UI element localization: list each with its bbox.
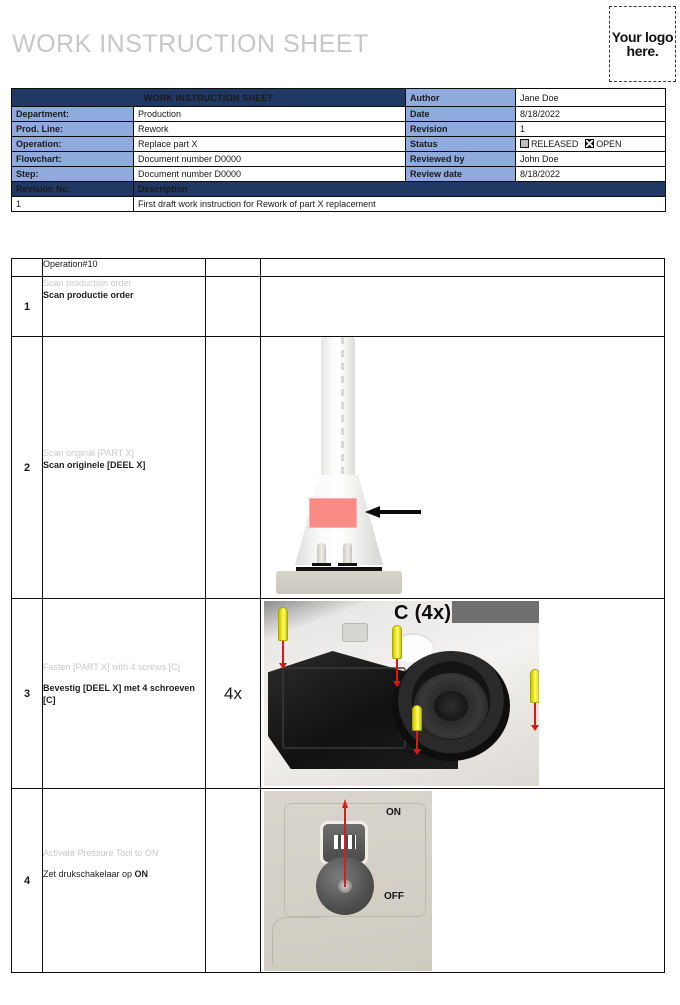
appliance-base-plate: [276, 571, 402, 594]
value-status: [516, 137, 666, 152]
value-prod-line: Rework: [134, 122, 406, 137]
appliance-prong-foot-right: [338, 563, 357, 566]
operation-header-no-cell: [12, 259, 43, 277]
operation-header-image-cell: [261, 259, 665, 277]
label-date: Date: [406, 107, 516, 122]
step-quantity-2: [206, 337, 261, 599]
table-row: [12, 277, 665, 337]
pointer-arrow-icon: [365, 506, 421, 517]
released-label: RELEASED: [531, 139, 579, 149]
operation-header-row: [12, 259, 665, 277]
operation-header-title: Operation#10: [43, 259, 206, 277]
bracket-photo: [264, 601, 539, 786]
step-quantity-4: [206, 789, 261, 973]
up-arrow-icon: [342, 799, 348, 887]
label-revision-no: Revision No:: [12, 182, 134, 197]
step-image-3: [261, 599, 665, 789]
screw-icon-3: [412, 705, 422, 755]
appliance-prong-foot-left: [312, 563, 331, 566]
appliance-neck: [321, 337, 355, 485]
value-step: Document number D0000: [134, 167, 406, 182]
step-image-4: [261, 789, 665, 973]
step-description-en-3: Fasten [PART X] with 4 screws [C]: [43, 662, 181, 672]
logo-placeholder-text: Your logo here.: [611, 28, 674, 59]
header-row-operation: [12, 137, 666, 152]
header-row-revision-heading: [12, 182, 666, 197]
step-description-1: [43, 277, 206, 337]
screw-icon-4: [530, 669, 539, 731]
step-number-4: 4: [12, 789, 43, 973]
step-description-2: [43, 337, 206, 599]
label-flowchart: Flowchart:: [12, 152, 134, 167]
value-revision-no: 1: [12, 197, 134, 212]
screw-icon-1: [278, 607, 288, 669]
value-reviewed-by: John Doe: [516, 152, 666, 167]
value-revision-description: First draft work instruction for Rework of part X replacement: [134, 197, 666, 212]
part-label-highlight: [309, 498, 357, 528]
step-image-1: [261, 277, 665, 337]
step-description-nl-4: [43, 868, 205, 880]
step-number-2: 2: [12, 337, 43, 599]
label-operation: Operation:: [12, 137, 134, 152]
label-prod-line: Prod. Line:: [12, 122, 134, 137]
value-revision: 1: [516, 122, 666, 137]
step-description-nl-1: Scan productie order: [43, 290, 134, 301]
step-description-nl-4-bold: ON: [134, 869, 149, 880]
value-date: 8/18/2022: [516, 107, 666, 122]
switch-panel-corner: [272, 917, 321, 966]
released-checkbox[interactable]: [520, 139, 529, 148]
label-author: Author: [406, 89, 516, 107]
header-row-step: [12, 167, 666, 182]
header-row-author: [12, 89, 666, 107]
appliance-prong-right: [343, 543, 352, 563]
step-image-2: [261, 337, 665, 599]
table-row: [12, 789, 665, 973]
header-banner: WORK INSTRUCTION SHEET: [12, 89, 406, 107]
value-operation: Replace part X: [134, 137, 406, 152]
page-title: WORK INSTRUCTION SHEET: [12, 30, 369, 58]
document-header-table: [11, 88, 666, 212]
screw-icon-2: [392, 625, 402, 687]
label-department: Department:: [12, 107, 134, 122]
label-step: Step:: [12, 167, 134, 182]
step-description-nl-4-pre: Zet drukschakelaar op: [43, 869, 135, 880]
header-row-department: [12, 107, 666, 122]
screw-callout-label: C (4x): [394, 602, 452, 624]
step-quantity-3: 4x: [206, 599, 261, 789]
step-description-en-1: Scan production order: [43, 278, 132, 288]
step-quantity-1: [206, 277, 261, 337]
step-number-1: 1: [12, 277, 43, 337]
value-review-date: 8/18/2022: [516, 167, 666, 182]
work-instruction-steps-table: [11, 258, 665, 973]
label-reviewed-by: Reviewed by: [406, 152, 516, 167]
switch-off-label: OFF: [384, 891, 404, 902]
switch-on-label: ON: [386, 807, 401, 818]
step-description-nl-2: Scan originele [DEEL X]: [43, 460, 146, 471]
header-row-flowchart: [12, 152, 666, 167]
step-description-en-2: Scan original [PART X]: [43, 448, 135, 458]
step-number-3: 3: [12, 599, 43, 789]
bracket-inner-rib: [282, 667, 406, 749]
appliance-neck-seam: [341, 337, 344, 485]
table-row: [12, 599, 665, 789]
photo-dark-corner: [452, 601, 539, 623]
step-description-4: [43, 789, 206, 973]
step-description-en-4: Activate Pressure Tool to ON: [43, 848, 159, 858]
logo-placeholder: [609, 6, 676, 82]
value-author: Jane Doe: [516, 89, 666, 107]
label-description: Description: [134, 182, 666, 197]
switch-panel: [264, 791, 432, 971]
label-review-date: Review date: [406, 167, 516, 182]
header-row-revision-entry: [12, 197, 666, 212]
open-checkbox[interactable]: [585, 139, 594, 148]
housing-slot: [342, 623, 368, 642]
step-description-3: [43, 599, 206, 789]
value-flowchart: Document number D0000: [134, 152, 406, 167]
label-status: Status: [406, 137, 516, 152]
label-revision: Revision: [406, 122, 516, 137]
step-description-nl-3: Bevestig [DEEL X] met 4 schroeven [C]: [43, 683, 195, 706]
value-department: Production: [134, 107, 406, 122]
appliance-prong-left: [317, 543, 326, 563]
black-drum-core: [434, 691, 468, 721]
header-row-prod-line: [12, 122, 666, 137]
open-label: OPEN: [596, 139, 622, 149]
table-row: [12, 337, 665, 599]
operation-header-qty-cell: [206, 259, 261, 277]
